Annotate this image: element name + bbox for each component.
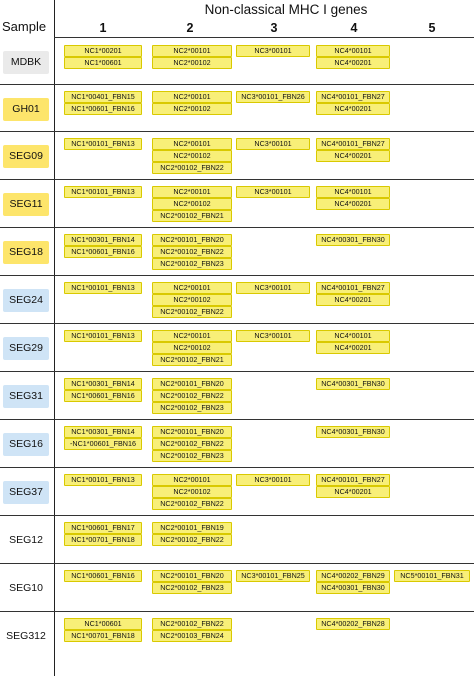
gene-label: NC1*00301_FBN14 bbox=[64, 378, 142, 390]
gene-label: NC2*00102 bbox=[152, 198, 232, 210]
sample-label-seg11: SEG11 bbox=[3, 193, 49, 216]
gene-label: NC1*00101_FBN13 bbox=[64, 186, 142, 198]
gene-label: NC4*00101_FBN27 bbox=[316, 282, 390, 294]
gene-label: NC1*00401_FBN15 bbox=[64, 91, 142, 103]
sample-label-seg12: SEG12 bbox=[3, 529, 49, 552]
gene-label: NC4*00201 bbox=[316, 294, 390, 306]
row-divider bbox=[0, 563, 474, 564]
row-divider bbox=[0, 323, 474, 324]
gene-label: NC3*00101 bbox=[236, 282, 310, 294]
gene-label: NC4*00201 bbox=[316, 150, 390, 162]
sample-label-mdbk: MDBK bbox=[3, 51, 49, 74]
header-divider bbox=[54, 37, 474, 38]
gene-label: NC4*00201 bbox=[316, 57, 390, 69]
column-header-4: 4 bbox=[350, 21, 358, 35]
sample-label-seg31: SEG31 bbox=[3, 385, 49, 408]
row-divider bbox=[0, 371, 474, 372]
gene-label: NC2*00101 bbox=[152, 474, 232, 486]
gene-label: NC3*00101_FBN26 bbox=[236, 91, 310, 103]
gene-label: NC2*00101 bbox=[152, 330, 232, 342]
gene-label: NC2*00102_FBN22 bbox=[152, 534, 232, 546]
gene-label: NC4*00201 bbox=[316, 198, 390, 210]
gene-label: NC2*00101_FBN20 bbox=[152, 234, 232, 246]
gene-label: NC2*00101 bbox=[152, 45, 232, 57]
gene-label: NC4*00101_FBN27 bbox=[316, 138, 390, 150]
gene-label: NC3*00101 bbox=[236, 330, 310, 342]
gene-label: NC4*00101 bbox=[316, 330, 390, 342]
gene-label: NC4*00101 bbox=[316, 45, 390, 57]
sample-label-seg16: SEG16 bbox=[3, 433, 49, 456]
row-divider bbox=[0, 419, 474, 420]
gene-label: NC4*00301_FBN30 bbox=[316, 582, 390, 594]
gene-label: NC2*00102 bbox=[152, 294, 232, 306]
gene-label: NC2*00102_FBN22 bbox=[152, 390, 232, 402]
row-divider bbox=[0, 179, 474, 180]
gene-label: NC1*00301_FBN14 bbox=[64, 234, 142, 246]
gene-label: NC2*00102 bbox=[152, 150, 232, 162]
gene-label: NC2*00102 bbox=[152, 103, 232, 115]
gene-label: NC2*00102_FBN23 bbox=[152, 402, 232, 414]
gene-label: NC2*00102_FBN22 bbox=[152, 162, 232, 174]
gene-label: NC4*00201 bbox=[316, 103, 390, 115]
gene-label: NC2*00102_FBN22 bbox=[152, 306, 232, 318]
gene-label: NC2*00101_FBN20 bbox=[152, 570, 232, 582]
gene-label: NC4*00201 bbox=[316, 486, 390, 498]
gene-label: NC1*00701_FBN18 bbox=[64, 630, 142, 642]
gene-label: NC1*00201 bbox=[64, 45, 142, 57]
gene-label: NC1*00101_FBN13 bbox=[64, 330, 142, 342]
gene-label: NC1*00601_FBN17 bbox=[64, 522, 142, 534]
gene-label: NC2*00102_FBN22 bbox=[152, 246, 232, 258]
figure-title: Non-classical MHC I genes bbox=[204, 2, 368, 17]
gene-label: NC1*00601_FBN16 bbox=[64, 570, 142, 582]
gene-label: NC4*00101_FBN27 bbox=[316, 474, 390, 486]
gene-label: NC1*00601_FBN16 bbox=[64, 103, 142, 115]
gene-label: NC4*00301_FBN30 bbox=[316, 426, 390, 438]
gene-label: NC2*00102_FBN23 bbox=[152, 450, 232, 462]
gene-label: NC2*00102_FBN22 bbox=[152, 438, 232, 450]
gene-label: NC4*00101 bbox=[316, 186, 390, 198]
gene-label: NC2*00102_FBN22 bbox=[152, 618, 232, 630]
gene-label: NC2*00102_FBN21 bbox=[152, 210, 232, 222]
gene-label: NC3*00101 bbox=[236, 45, 310, 57]
gene-label: NC1*00601_FBN16 bbox=[64, 246, 142, 258]
gene-label: NC2*00101_FBN20 bbox=[152, 426, 232, 438]
gene-label: NC2*00101 bbox=[152, 186, 232, 198]
gene-label: NC2*00101_FBN19 bbox=[152, 522, 232, 534]
sample-label-seg29: SEG29 bbox=[3, 337, 49, 360]
row-divider bbox=[0, 467, 474, 468]
gene-label: NC4*00202_FBN28 bbox=[316, 618, 390, 630]
sample-label-seg312: SEG312 bbox=[3, 625, 49, 648]
gene-label: -NC1*00601_FBN16 bbox=[64, 438, 142, 450]
column-header-3: 3 bbox=[270, 21, 278, 35]
row-divider bbox=[0, 515, 474, 516]
gene-label: NC3*00101 bbox=[236, 138, 310, 150]
row-divider bbox=[0, 611, 474, 612]
gene-label: NC1*00601 bbox=[64, 618, 142, 630]
column-header-2: 2 bbox=[186, 21, 194, 35]
sample-label-seg37: SEG37 bbox=[3, 481, 49, 504]
gene-label: NC2*00102_FBN23 bbox=[152, 582, 232, 594]
gene-label: NC2*00102_FBN22 bbox=[152, 498, 232, 510]
gene-label: NC2*00102 bbox=[152, 342, 232, 354]
gene-label: NC1*00101_FBN13 bbox=[64, 474, 142, 486]
gene-label: NC2*00101_FBN20 bbox=[152, 378, 232, 390]
row-divider bbox=[0, 275, 474, 276]
row-divider bbox=[0, 131, 474, 132]
sample-label-seg10: SEG10 bbox=[3, 577, 49, 600]
gene-label: NC2*00102 bbox=[152, 486, 232, 498]
sample-column-header: Sample bbox=[2, 19, 47, 34]
gene-label: NC1*00101_FBN13 bbox=[64, 138, 142, 150]
sample-label-seg09: SEG09 bbox=[3, 145, 49, 168]
gene-label: NC4*00101_FBN27 bbox=[316, 91, 390, 103]
sample-label-seg24: SEG24 bbox=[3, 289, 49, 312]
gene-label: NC5*00101_FBN31 bbox=[394, 570, 470, 582]
gene-label: NC3*00101 bbox=[236, 474, 310, 486]
gene-label: NC1*00301_FBN14 bbox=[64, 426, 142, 438]
row-divider bbox=[0, 84, 474, 85]
gene-label: NC2*00102_FBN23 bbox=[152, 258, 232, 270]
gene-label: NC2*00102_FBN21 bbox=[152, 354, 232, 366]
sample-label-gh01: GH01 bbox=[3, 98, 49, 121]
column-header-1: 1 bbox=[99, 21, 107, 35]
gene-label: NC1*00101_FBN13 bbox=[64, 282, 142, 294]
gene-label: NC4*00201 bbox=[316, 342, 390, 354]
gene-label: NC2*00101 bbox=[152, 138, 232, 150]
gene-label: NC1*00601 bbox=[64, 57, 142, 69]
gene-label: NC2*00101 bbox=[152, 282, 232, 294]
gene-label: NC2*00102 bbox=[152, 57, 232, 69]
gene-label: NC4*00301_FBN30 bbox=[316, 234, 390, 246]
sample-divider bbox=[54, 0, 55, 676]
gene-label: NC3*00101 bbox=[236, 186, 310, 198]
gene-label: NC4*00301_FBN30 bbox=[316, 378, 390, 390]
gene-label: NC4*00202_FBN29 bbox=[316, 570, 390, 582]
gene-label: NC2*00101 bbox=[152, 91, 232, 103]
gene-label: NC1*00601_FBN16 bbox=[64, 390, 142, 402]
sample-label-seg18: SEG18 bbox=[3, 241, 49, 264]
gene-label: NC1*00701_FBN18 bbox=[64, 534, 142, 546]
gene-label: NC2*00103_FBN24 bbox=[152, 630, 232, 642]
column-header-5: 5 bbox=[428, 21, 436, 35]
gene-label: NC3*00101_FBN25 bbox=[236, 570, 310, 582]
row-divider bbox=[0, 227, 474, 228]
